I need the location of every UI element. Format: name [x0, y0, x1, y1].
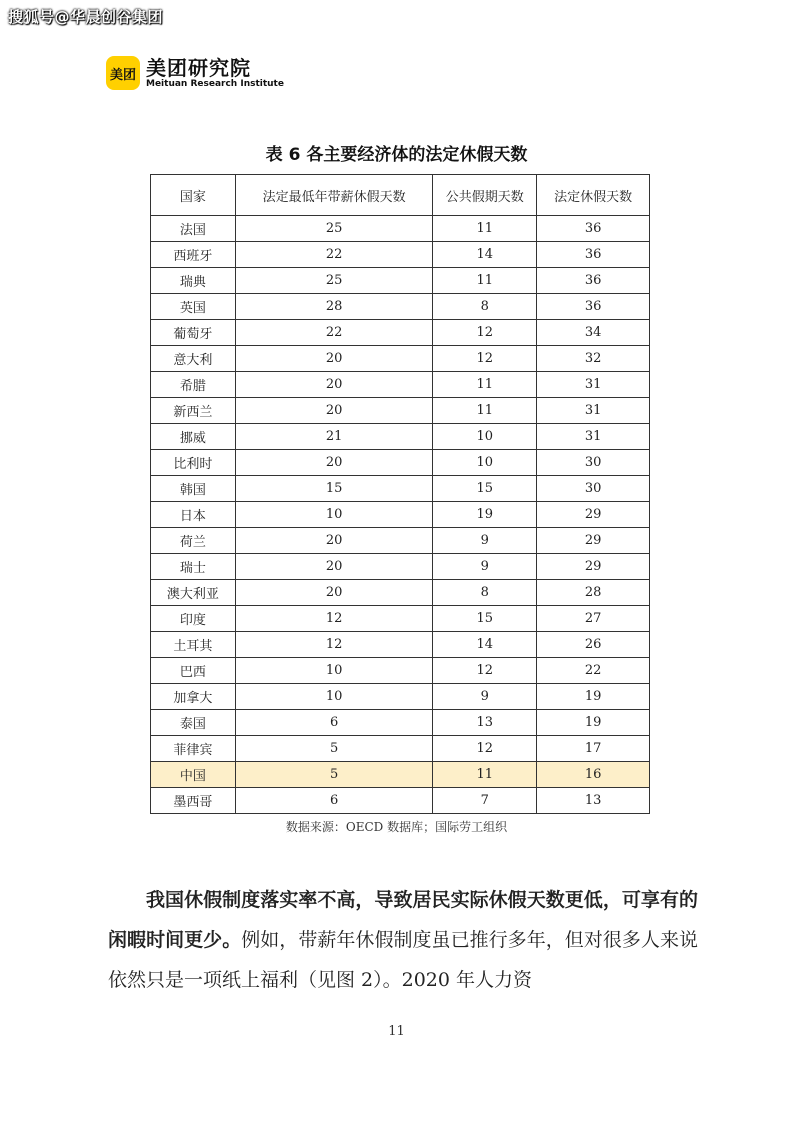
table-row — [151, 788, 650, 814]
cell-total-days: 26 — [537, 632, 650, 658]
cell-country: 英国 — [151, 294, 236, 320]
logo-name-en: Meituan Research Institute — [146, 78, 284, 89]
cell-public-holidays: 11 — [433, 268, 537, 294]
cell-public-holidays: 8 — [433, 294, 537, 320]
cell-paid-leave: 15 — [235, 476, 433, 502]
cell-total-days: 30 — [537, 450, 650, 476]
table-row — [151, 294, 650, 320]
cell-country: 泰国 — [151, 710, 236, 736]
cell-public-holidays: 12 — [433, 736, 537, 762]
cell-total-days: 36 — [537, 242, 650, 268]
header-country: 国家 — [151, 175, 236, 216]
cell-public-holidays: 14 — [433, 242, 537, 268]
table-row — [151, 502, 650, 528]
meituan-logo — [106, 56, 284, 90]
cell-paid-leave: 22 — [235, 320, 433, 346]
paragraph-lead: 我国休假制度落实率不高，导致居民实际休假天数更低，可享有的闲暇时间更少。 — [108, 889, 698, 951]
cell-total-days: 29 — [537, 502, 650, 528]
cell-country: 日本 — [151, 502, 236, 528]
table-row — [151, 554, 650, 580]
cell-paid-leave: 6 — [235, 788, 433, 814]
table-row — [151, 320, 650, 346]
cell-public-holidays: 11 — [433, 372, 537, 398]
cell-total-days: 36 — [537, 294, 650, 320]
cell-paid-leave: 20 — [235, 450, 433, 476]
table-row — [151, 632, 650, 658]
table-row — [151, 216, 650, 242]
header-total-days: 法定休假天数 — [537, 175, 650, 216]
cell-total-days: 19 — [537, 684, 650, 710]
cell-paid-leave: 20 — [235, 372, 433, 398]
cell-paid-leave: 5 — [235, 762, 433, 788]
cell-public-holidays: 14 — [433, 632, 537, 658]
holiday-table — [150, 174, 650, 814]
cell-total-days: 30 — [537, 476, 650, 502]
table-row — [151, 710, 650, 736]
cell-country: 瑞典 — [151, 268, 236, 294]
table-row — [151, 762, 650, 788]
cell-public-holidays: 9 — [433, 684, 537, 710]
cell-country: 瑞士 — [151, 554, 236, 580]
cell-total-days: 16 — [537, 762, 650, 788]
table-row — [151, 580, 650, 606]
cell-paid-leave: 21 — [235, 424, 433, 450]
paragraph-body: 例如，带薪年休假制度虽已推行多年，但对很多人来说依然只是一项纸上福利（见图 2）。2020 年人力资 — [108, 929, 698, 991]
cell-total-days: 27 — [537, 606, 650, 632]
cell-paid-leave: 6 — [235, 710, 433, 736]
cell-total-days: 31 — [537, 398, 650, 424]
cell-total-days: 13 — [537, 788, 650, 814]
header-public-holidays: 公共假期天数 — [433, 175, 537, 216]
cell-public-holidays: 11 — [433, 398, 537, 424]
cell-paid-leave: 20 — [235, 580, 433, 606]
table-row — [151, 242, 650, 268]
cell-country: 西班牙 — [151, 242, 236, 268]
cell-total-days: 17 — [537, 736, 650, 762]
cell-total-days: 31 — [537, 424, 650, 450]
cell-public-holidays: 7 — [433, 788, 537, 814]
cell-country: 墨西哥 — [151, 788, 236, 814]
table-row — [151, 268, 650, 294]
cell-public-holidays: 12 — [433, 658, 537, 684]
logo-text — [146, 57, 284, 90]
table-body — [151, 216, 650, 814]
table-row — [151, 658, 650, 684]
cell-country: 新西兰 — [151, 398, 236, 424]
table-row — [151, 424, 650, 450]
cell-total-days: 31 — [537, 372, 650, 398]
cell-public-holidays: 9 — [433, 528, 537, 554]
cell-total-days: 22 — [537, 658, 650, 684]
cell-country: 意大利 — [151, 346, 236, 372]
cell-country: 法国 — [151, 216, 236, 242]
cell-public-holidays: 10 — [433, 424, 537, 450]
cell-country: 比利时 — [151, 450, 236, 476]
cell-country: 土耳其 — [151, 632, 236, 658]
table-row — [151, 684, 650, 710]
cell-public-holidays: 11 — [433, 762, 537, 788]
logo-mark-icon: 美团 — [106, 56, 140, 90]
cell-paid-leave: 10 — [235, 658, 433, 684]
cell-country: 中国 — [151, 762, 236, 788]
cell-paid-leave: 25 — [235, 216, 433, 242]
table-row — [151, 476, 650, 502]
cell-paid-leave: 22 — [235, 242, 433, 268]
cell-total-days: 29 — [537, 528, 650, 554]
cell-total-days: 29 — [537, 554, 650, 580]
table-row — [151, 346, 650, 372]
cell-public-holidays: 19 — [433, 502, 537, 528]
cell-public-holidays: 15 — [433, 476, 537, 502]
cell-public-holidays: 10 — [433, 450, 537, 476]
table-header-row — [151, 175, 650, 216]
cell-paid-leave: 12 — [235, 606, 433, 632]
cell-country: 荷兰 — [151, 528, 236, 554]
watermark-text: 搜狐号@华晨创谷集团 — [8, 8, 164, 26]
table-row — [151, 372, 650, 398]
cell-country: 挪威 — [151, 424, 236, 450]
page-number: 11 — [388, 1024, 405, 1039]
table-row — [151, 398, 650, 424]
cell-public-holidays: 8 — [433, 580, 537, 606]
cell-public-holidays: 15 — [433, 606, 537, 632]
cell-paid-leave: 10 — [235, 684, 433, 710]
table-title: 表 6 各主要经济体的法定休假天数 — [265, 145, 528, 165]
cell-country: 澳大利亚 — [151, 580, 236, 606]
table-row — [151, 528, 650, 554]
cell-public-holidays: 12 — [433, 320, 537, 346]
cell-paid-leave: 20 — [235, 554, 433, 580]
cell-paid-leave: 20 — [235, 398, 433, 424]
cell-country: 葡萄牙 — [151, 320, 236, 346]
cell-country: 菲律宾 — [151, 736, 236, 762]
cell-total-days: 34 — [537, 320, 650, 346]
cell-country: 希腊 — [151, 372, 236, 398]
cell-total-days: 32 — [537, 346, 650, 372]
cell-country: 巴西 — [151, 658, 236, 684]
body-paragraph — [108, 880, 698, 1000]
logo-name-cn: 美团研究院 — [146, 55, 251, 80]
table-row — [151, 606, 650, 632]
cell-total-days: 28 — [537, 580, 650, 606]
table-row — [151, 450, 650, 476]
cell-country: 印度 — [151, 606, 236, 632]
header-paid-leave: 法定最低年带薪休假天数 — [235, 175, 433, 216]
cell-public-holidays: 9 — [433, 554, 537, 580]
cell-paid-leave: 28 — [235, 294, 433, 320]
table-source: 数据来源：OECD 数据库；国际劳工组织 — [285, 820, 508, 834]
cell-paid-leave: 10 — [235, 502, 433, 528]
cell-country: 加拿大 — [151, 684, 236, 710]
cell-paid-leave: 25 — [235, 268, 433, 294]
table-row — [151, 736, 650, 762]
cell-country: 韩国 — [151, 476, 236, 502]
cell-public-holidays: 12 — [433, 346, 537, 372]
cell-total-days: 36 — [537, 268, 650, 294]
cell-total-days: 19 — [537, 710, 650, 736]
cell-paid-leave: 20 — [235, 346, 433, 372]
cell-public-holidays: 13 — [433, 710, 537, 736]
cell-total-days: 36 — [537, 216, 650, 242]
cell-public-holidays: 11 — [433, 216, 537, 242]
cell-paid-leave: 20 — [235, 528, 433, 554]
cell-paid-leave: 12 — [235, 632, 433, 658]
cell-paid-leave: 5 — [235, 736, 433, 762]
